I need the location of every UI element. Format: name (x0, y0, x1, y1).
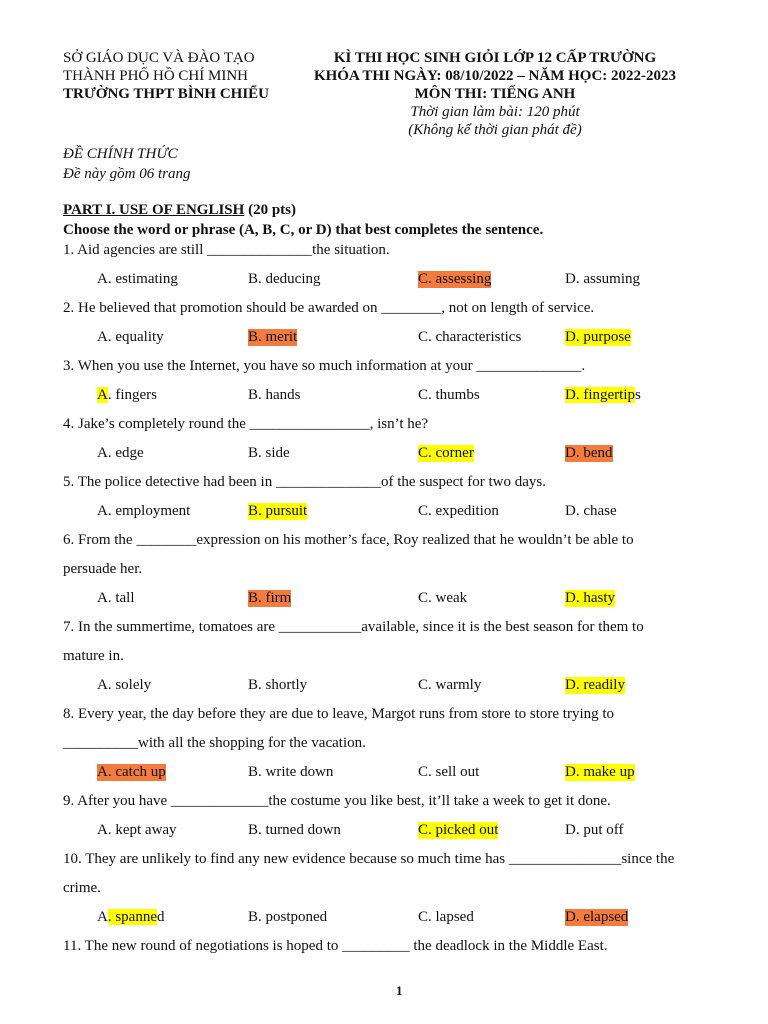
exam-date: KHÓA THI NGÀY: 08/10/2022 – NĂM HỌC: 2022-2023 (313, 68, 677, 84)
q5-option-b: B. pursuit (248, 503, 308, 519)
official-exam-label: ĐỀ CHÍNH THỨC (63, 146, 178, 162)
page-count-label: Đề này gồm 06 trang (63, 166, 191, 182)
question-7-continued: mature in. (63, 648, 124, 664)
q3-option-b: B. hands (248, 387, 301, 403)
q3-option-d (565, 387, 641, 404)
q1-option-b: B. deducing (248, 271, 321, 287)
q8-option-d: D. make up (565, 764, 635, 780)
q2-option-c: C. characteristics (418, 329, 522, 345)
instruction: Choose the word or phrase (A, B, C, or D) that best completes the sentence. (63, 222, 544, 238)
question-2: 2. He believed that promotion should be awarded on ________, not on length of service. (63, 300, 595, 316)
q6-option-b: B. firm (248, 590, 292, 606)
q3-option-a-letter: A (97, 387, 108, 403)
question-5: 5. The police detective had been in ______________of the suspect for two days. (63, 474, 546, 490)
q9-option-c: C. picked out (418, 822, 499, 838)
exam-duration: Thời gian làm bài: 120 phút (410, 104, 580, 120)
q3-option-d-highlight: D. fingertip (565, 387, 635, 403)
q4-option-c: C. corner (418, 445, 474, 461)
exam-header (290, 49, 700, 139)
q6-option-a: A. tall (97, 590, 135, 606)
q3-option-a (97, 387, 157, 404)
q8-option-a: A. catch up (97, 764, 166, 780)
question-8: 8. Every year, the day before they are due to leave, Margot runs from store to store trying to (63, 706, 615, 722)
part-title (63, 202, 296, 219)
q4-option-b: B. side (248, 445, 290, 461)
q1-option-a: A. estimating (97, 271, 178, 287)
q5-option-c: C. expedition (418, 503, 499, 519)
question-4: 4. Jake’s completely round the ________________, isn’t he? (63, 416, 429, 432)
exam-subject: MÔN THI: TIẾNG ANH (414, 86, 576, 102)
q10-option-a-highlight: . spanne (107, 909, 157, 925)
q10-option-a (97, 909, 165, 926)
page-number: 1 (396, 983, 403, 998)
question-1: 1. Aid agencies are still ______________the situation. (63, 242, 390, 258)
q7-option-c: C. warmly (418, 677, 482, 693)
q10-option-a-rest: d (157, 909, 165, 925)
question-6-continued: persuade her. (63, 561, 143, 577)
q2-option-b: B. merit (248, 329, 298, 345)
q9-option-a: A. kept away (97, 822, 177, 838)
q10-option-a-letter: A (97, 909, 108, 925)
q5-option-a: A. employment (97, 503, 191, 519)
city-name: THÀNH PHỐ HỒ CHÍ MINH (63, 68, 248, 84)
question-8-continued: __________with all the shopping for the vacation. (63, 735, 366, 751)
official-label (63, 144, 191, 184)
q10-option-d: D. elapsed (565, 909, 629, 925)
question-11: 11. The new round of negotiations is hoped to _________ the deadlock in the Middle East. (63, 938, 608, 954)
school-name: TRƯỜNG THPT BÌNH CHIỂU (63, 86, 270, 102)
q3-option-c: C. thumbs (418, 387, 480, 403)
q9-option-d: D. put off (565, 822, 624, 838)
q1-option-d: D. assuming (565, 271, 640, 287)
question-9: 9. After you have _____________the costume you like best, it’ll take a week to get it done. (63, 793, 611, 809)
q1-option-c: C. assessing (418, 271, 492, 287)
q4-option-d: D. bend (565, 445, 613, 461)
q2-option-a: A. equality (97, 329, 164, 345)
q7-option-d: D. readily (565, 677, 625, 693)
q9-option-b: B. turned down (248, 822, 341, 838)
question-7: 7. In the summertime, tomatoes are ___________available, since it is the best season for them to (63, 619, 644, 635)
question-10: 10. They are unlikely to find any new evidence because so much time has _______________since the (63, 851, 675, 867)
q7-option-b: B. shortly (248, 677, 308, 693)
department-name: SỞ GIÁO DỤC VÀ ĐÀO TẠO (63, 50, 255, 66)
part-title-main: PART I. USE OF ENGLISH (63, 202, 245, 218)
q10-option-b: B. postponed (248, 909, 328, 925)
q4-option-a: A. edge (97, 445, 144, 461)
question-10-continued: crime. (63, 880, 101, 896)
question-6: 6. From the ________expression on his mother’s face, Roy realized that he wouldn’t be able to (63, 532, 634, 548)
exam-note: (Không kể thời gian phát đề) (408, 122, 582, 138)
q3-option-d-rest: s (634, 387, 641, 403)
q5-option-d: D. chase (565, 503, 617, 519)
q6-option-c: C. weak (418, 590, 468, 606)
q8-option-b: B. write down (248, 764, 334, 780)
question-3: 3. When you use the Internet, you have so much information at your ______________. (63, 358, 586, 374)
exam-title: KÌ THI HỌC SINH GIỎI LỚP 12 CẤP TRƯỜNG (333, 50, 657, 66)
q3-option-a-text: . fingers (107, 387, 157, 403)
q10-option-c: C. lapsed (418, 909, 474, 925)
q2-option-d: D. purpose (565, 329, 631, 345)
q8-option-c: C. sell out (418, 764, 480, 780)
q6-option-d: D. hasty (565, 590, 615, 606)
q7-option-a: A. solely (97, 677, 152, 693)
school-header (63, 49, 269, 103)
part-title-points: (20 pts) (244, 202, 296, 218)
